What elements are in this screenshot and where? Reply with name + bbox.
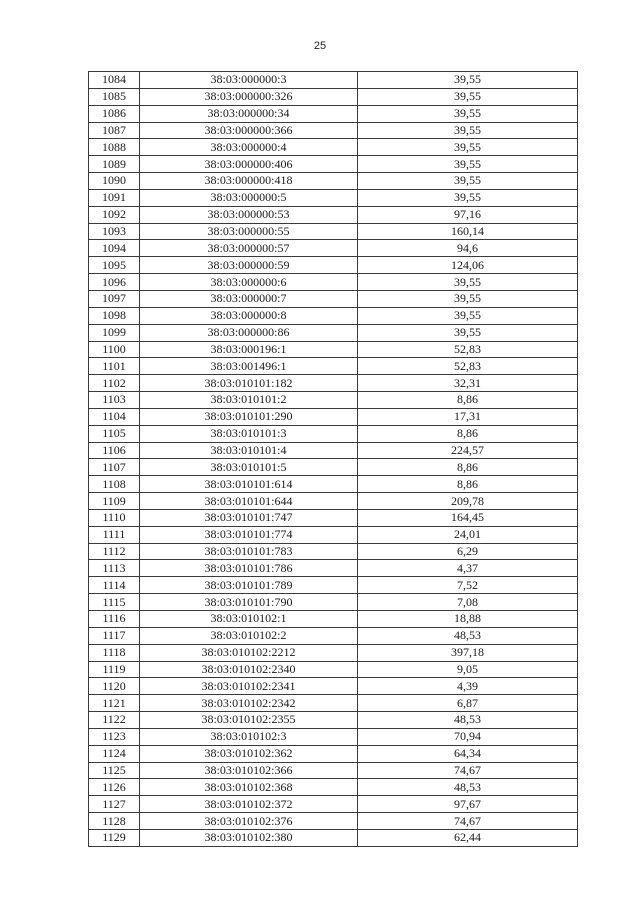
cadastral-number-cell: 38:03:001496:1 xyxy=(140,358,358,375)
table-row xyxy=(89,442,578,459)
cadastral-number-cell: 38:03:000000:406 xyxy=(140,156,358,173)
value-cell: 8,86 xyxy=(358,425,578,442)
row-number-cell: 1101 xyxy=(89,358,140,375)
table-row xyxy=(89,392,578,409)
page-number: 25 xyxy=(313,40,327,52)
row-number-cell: 1085 xyxy=(89,88,140,105)
cadastral-number-cell: 38:03:010101:290 xyxy=(140,408,358,425)
row-number-cell: 1111 xyxy=(89,526,140,543)
value-cell: 64,34 xyxy=(358,745,578,762)
cadastral-number-cell: 38:03:010102:380 xyxy=(140,829,358,846)
cadastral-number-cell: 38:03:000000:418 xyxy=(140,173,358,190)
table-row xyxy=(89,358,578,375)
cadastral-number-cell: 38:03:010102:372 xyxy=(140,796,358,813)
value-cell: 39,55 xyxy=(358,324,578,341)
table-row xyxy=(89,105,578,122)
table-row xyxy=(89,493,578,510)
value-cell: 97,16 xyxy=(358,206,578,223)
table-row xyxy=(89,829,578,846)
row-number-cell: 1120 xyxy=(89,678,140,695)
row-number-cell: 1087 xyxy=(89,122,140,139)
cadastral-number-cell: 38:03:010101:5 xyxy=(140,459,358,476)
value-cell: 8,86 xyxy=(358,459,578,476)
row-number-cell: 1102 xyxy=(89,375,140,392)
cadastral-number-cell: 38:03:010101:789 xyxy=(140,577,358,594)
row-number-cell: 1124 xyxy=(89,745,140,762)
table-row xyxy=(89,695,578,712)
value-cell: 39,55 xyxy=(358,88,578,105)
cadastral-number-cell: 38:03:010101:3 xyxy=(140,425,358,442)
cadastral-number-cell: 38:03:000000:366 xyxy=(140,122,358,139)
value-cell: 224,57 xyxy=(358,442,578,459)
cadastral-number-cell: 38:03:010101:4 xyxy=(140,442,358,459)
table-row xyxy=(89,274,578,291)
row-number-cell: 1100 xyxy=(89,341,140,358)
value-cell: 62,44 xyxy=(358,829,578,846)
value-cell: 4,37 xyxy=(358,560,578,577)
value-cell: 39,55 xyxy=(358,307,578,324)
row-number-cell: 1110 xyxy=(89,509,140,526)
row-number-cell: 1123 xyxy=(89,728,140,745)
table-row xyxy=(89,223,578,240)
cadastral-number-cell: 38:03:010101:747 xyxy=(140,509,358,526)
cadastral-number-cell: 38:03:010101:774 xyxy=(140,526,358,543)
row-number-cell: 1103 xyxy=(89,392,140,409)
table-row xyxy=(89,72,578,89)
value-cell: 48,53 xyxy=(358,779,578,796)
cadastral-number-cell: 38:03:000000:57 xyxy=(140,240,358,257)
row-number-cell: 1084 xyxy=(89,72,140,89)
value-cell: 8,86 xyxy=(358,392,578,409)
value-cell: 39,55 xyxy=(358,290,578,307)
value-cell: 164,45 xyxy=(358,509,578,526)
row-number-cell: 1115 xyxy=(89,594,140,611)
value-cell: 7,08 xyxy=(358,594,578,611)
table-row xyxy=(89,341,578,358)
row-number-cell: 1107 xyxy=(89,459,140,476)
table-row xyxy=(89,577,578,594)
row-number-cell: 1116 xyxy=(89,611,140,628)
cadastral-number-cell: 38:03:000000:326 xyxy=(140,88,358,105)
table-row xyxy=(89,728,578,745)
row-number-cell: 1086 xyxy=(89,105,140,122)
table-row xyxy=(89,644,578,661)
cadastral-table xyxy=(88,71,578,847)
cadastral-number-cell: 38:03:010101:2 xyxy=(140,392,358,409)
value-cell: 52,83 xyxy=(358,358,578,375)
table-row xyxy=(89,240,578,257)
cadastral-number-cell: 38:03:000000:86 xyxy=(140,324,358,341)
table-row xyxy=(89,206,578,223)
row-number-cell: 1119 xyxy=(89,661,140,678)
row-number-cell: 1093 xyxy=(89,223,140,240)
row-number-cell: 1113 xyxy=(89,560,140,577)
cadastral-number-cell: 38:03:000000:5 xyxy=(140,189,358,206)
value-cell: 9,05 xyxy=(358,661,578,678)
table-row xyxy=(89,543,578,560)
value-cell: 8,86 xyxy=(358,476,578,493)
value-cell: 18,88 xyxy=(358,611,578,628)
table-row xyxy=(89,290,578,307)
table-row xyxy=(89,762,578,779)
row-number-cell: 1094 xyxy=(89,240,140,257)
row-number-cell: 1125 xyxy=(89,762,140,779)
cadastral-number-cell: 38:03:010102:368 xyxy=(140,779,358,796)
cadastral-number-cell: 38:03:010101:786 xyxy=(140,560,358,577)
row-number-cell: 1089 xyxy=(89,156,140,173)
cadastral-number-cell: 38:03:000000:6 xyxy=(140,274,358,291)
value-cell: 4,39 xyxy=(358,678,578,695)
cadastral-number-cell: 38:03:010102:2341 xyxy=(140,678,358,695)
value-cell: 7,52 xyxy=(358,577,578,594)
value-cell: 160,14 xyxy=(358,223,578,240)
table-row xyxy=(89,375,578,392)
row-number-cell: 1105 xyxy=(89,425,140,442)
row-number-cell: 1117 xyxy=(89,627,140,644)
table-row xyxy=(89,476,578,493)
table-row xyxy=(89,796,578,813)
value-cell: 39,55 xyxy=(358,173,578,190)
cadastral-number-cell: 38:03:000000:55 xyxy=(140,223,358,240)
row-number-cell: 1127 xyxy=(89,796,140,813)
cadastral-number-cell: 38:03:010102:2340 xyxy=(140,661,358,678)
row-number-cell: 1091 xyxy=(89,189,140,206)
cadastral-number-cell: 38:03:010102:362 xyxy=(140,745,358,762)
row-number-cell: 1121 xyxy=(89,695,140,712)
value-cell: 74,67 xyxy=(358,762,578,779)
value-cell: 39,55 xyxy=(358,72,578,89)
table-row xyxy=(89,661,578,678)
table-row xyxy=(89,627,578,644)
table-row xyxy=(89,189,578,206)
row-number-cell: 1109 xyxy=(89,493,140,510)
value-cell: 39,55 xyxy=(358,122,578,139)
value-cell: 48,53 xyxy=(358,627,578,644)
cadastral-number-cell: 38:03:000000:8 xyxy=(140,307,358,324)
value-cell: 6,29 xyxy=(358,543,578,560)
table-row xyxy=(89,173,578,190)
row-number-cell: 1122 xyxy=(89,712,140,729)
row-number-cell: 1129 xyxy=(89,829,140,846)
table-row xyxy=(89,594,578,611)
table-row xyxy=(89,745,578,762)
table-row xyxy=(89,156,578,173)
table-row xyxy=(89,459,578,476)
table-row xyxy=(89,712,578,729)
cadastral-number-cell: 38:03:010102:366 xyxy=(140,762,358,779)
value-cell: 209,78 xyxy=(358,493,578,510)
table-row xyxy=(89,122,578,139)
table-row xyxy=(89,88,578,105)
row-number-cell: 1126 xyxy=(89,779,140,796)
cadastral-number-cell: 38:03:000000:59 xyxy=(140,257,358,274)
table-row xyxy=(89,813,578,830)
cadastral-number-cell: 38:03:010102:2 xyxy=(140,627,358,644)
value-cell: 39,55 xyxy=(358,189,578,206)
value-cell: 39,55 xyxy=(358,105,578,122)
row-number-cell: 1092 xyxy=(89,206,140,223)
table-row xyxy=(89,560,578,577)
table-row xyxy=(89,678,578,695)
row-number-cell: 1098 xyxy=(89,307,140,324)
row-number-cell: 1096 xyxy=(89,274,140,291)
table-row xyxy=(89,307,578,324)
table-row xyxy=(89,408,578,425)
value-cell: 48,53 xyxy=(358,712,578,729)
value-cell: 24,01 xyxy=(358,526,578,543)
cadastral-number-cell: 38:03:010102:376 xyxy=(140,813,358,830)
row-number-cell: 1114 xyxy=(89,577,140,594)
cadastral-number-cell: 38:03:010101:790 xyxy=(140,594,358,611)
row-number-cell: 1088 xyxy=(89,139,140,156)
table-row xyxy=(89,425,578,442)
table-row xyxy=(89,779,578,796)
value-cell: 74,67 xyxy=(358,813,578,830)
value-cell: 39,55 xyxy=(358,139,578,156)
cadastral-number-cell: 38:03:000196:1 xyxy=(140,341,358,358)
value-cell: 39,55 xyxy=(358,156,578,173)
row-number-cell: 1108 xyxy=(89,476,140,493)
row-number-cell: 1097 xyxy=(89,290,140,307)
table-row xyxy=(89,257,578,274)
cadastral-number-cell: 38:03:010101:614 xyxy=(140,476,358,493)
cadastral-number-cell: 38:03:000000:4 xyxy=(140,139,358,156)
row-number-cell: 1095 xyxy=(89,257,140,274)
cadastral-number-cell: 38:03:010101:182 xyxy=(140,375,358,392)
cadastral-number-cell: 38:03:000000:7 xyxy=(140,290,358,307)
row-number-cell: 1104 xyxy=(89,408,140,425)
row-number-cell: 1090 xyxy=(89,173,140,190)
value-cell: 94,6 xyxy=(358,240,578,257)
cadastral-number-cell: 38:03:010102:2212 xyxy=(140,644,358,661)
row-number-cell: 1118 xyxy=(89,644,140,661)
value-cell: 52,83 xyxy=(358,341,578,358)
table-body xyxy=(89,72,578,847)
cadastral-number-cell: 38:03:000000:34 xyxy=(140,105,358,122)
row-number-cell: 1099 xyxy=(89,324,140,341)
value-cell: 397,18 xyxy=(358,644,578,661)
cadastral-number-cell: 38:03:000000:53 xyxy=(140,206,358,223)
cadastral-number-cell: 38:03:010102:2355 xyxy=(140,712,358,729)
row-number-cell: 1112 xyxy=(89,543,140,560)
value-cell: 124,06 xyxy=(358,257,578,274)
value-cell: 70,94 xyxy=(358,728,578,745)
cadastral-number-cell: 38:03:010102:1 xyxy=(140,611,358,628)
value-cell: 97,67 xyxy=(358,796,578,813)
value-cell: 6,87 xyxy=(358,695,578,712)
cadastral-number-cell: 38:03:010101:783 xyxy=(140,543,358,560)
value-cell: 39,55 xyxy=(358,274,578,291)
row-number-cell: 1128 xyxy=(89,813,140,830)
table-row xyxy=(89,611,578,628)
table-row xyxy=(89,139,578,156)
table-row xyxy=(89,324,578,341)
cadastral-number-cell: 38:03:010102:3 xyxy=(140,728,358,745)
cadastral-number-cell: 38:03:010101:644 xyxy=(140,493,358,510)
cadastral-number-cell: 38:03:000000:3 xyxy=(140,72,358,89)
value-cell: 17,31 xyxy=(358,408,578,425)
row-number-cell: 1106 xyxy=(89,442,140,459)
cadastral-number-cell: 38:03:010102:2342 xyxy=(140,695,358,712)
table-row xyxy=(89,526,578,543)
table-row xyxy=(89,509,578,526)
value-cell: 32,31 xyxy=(358,375,578,392)
